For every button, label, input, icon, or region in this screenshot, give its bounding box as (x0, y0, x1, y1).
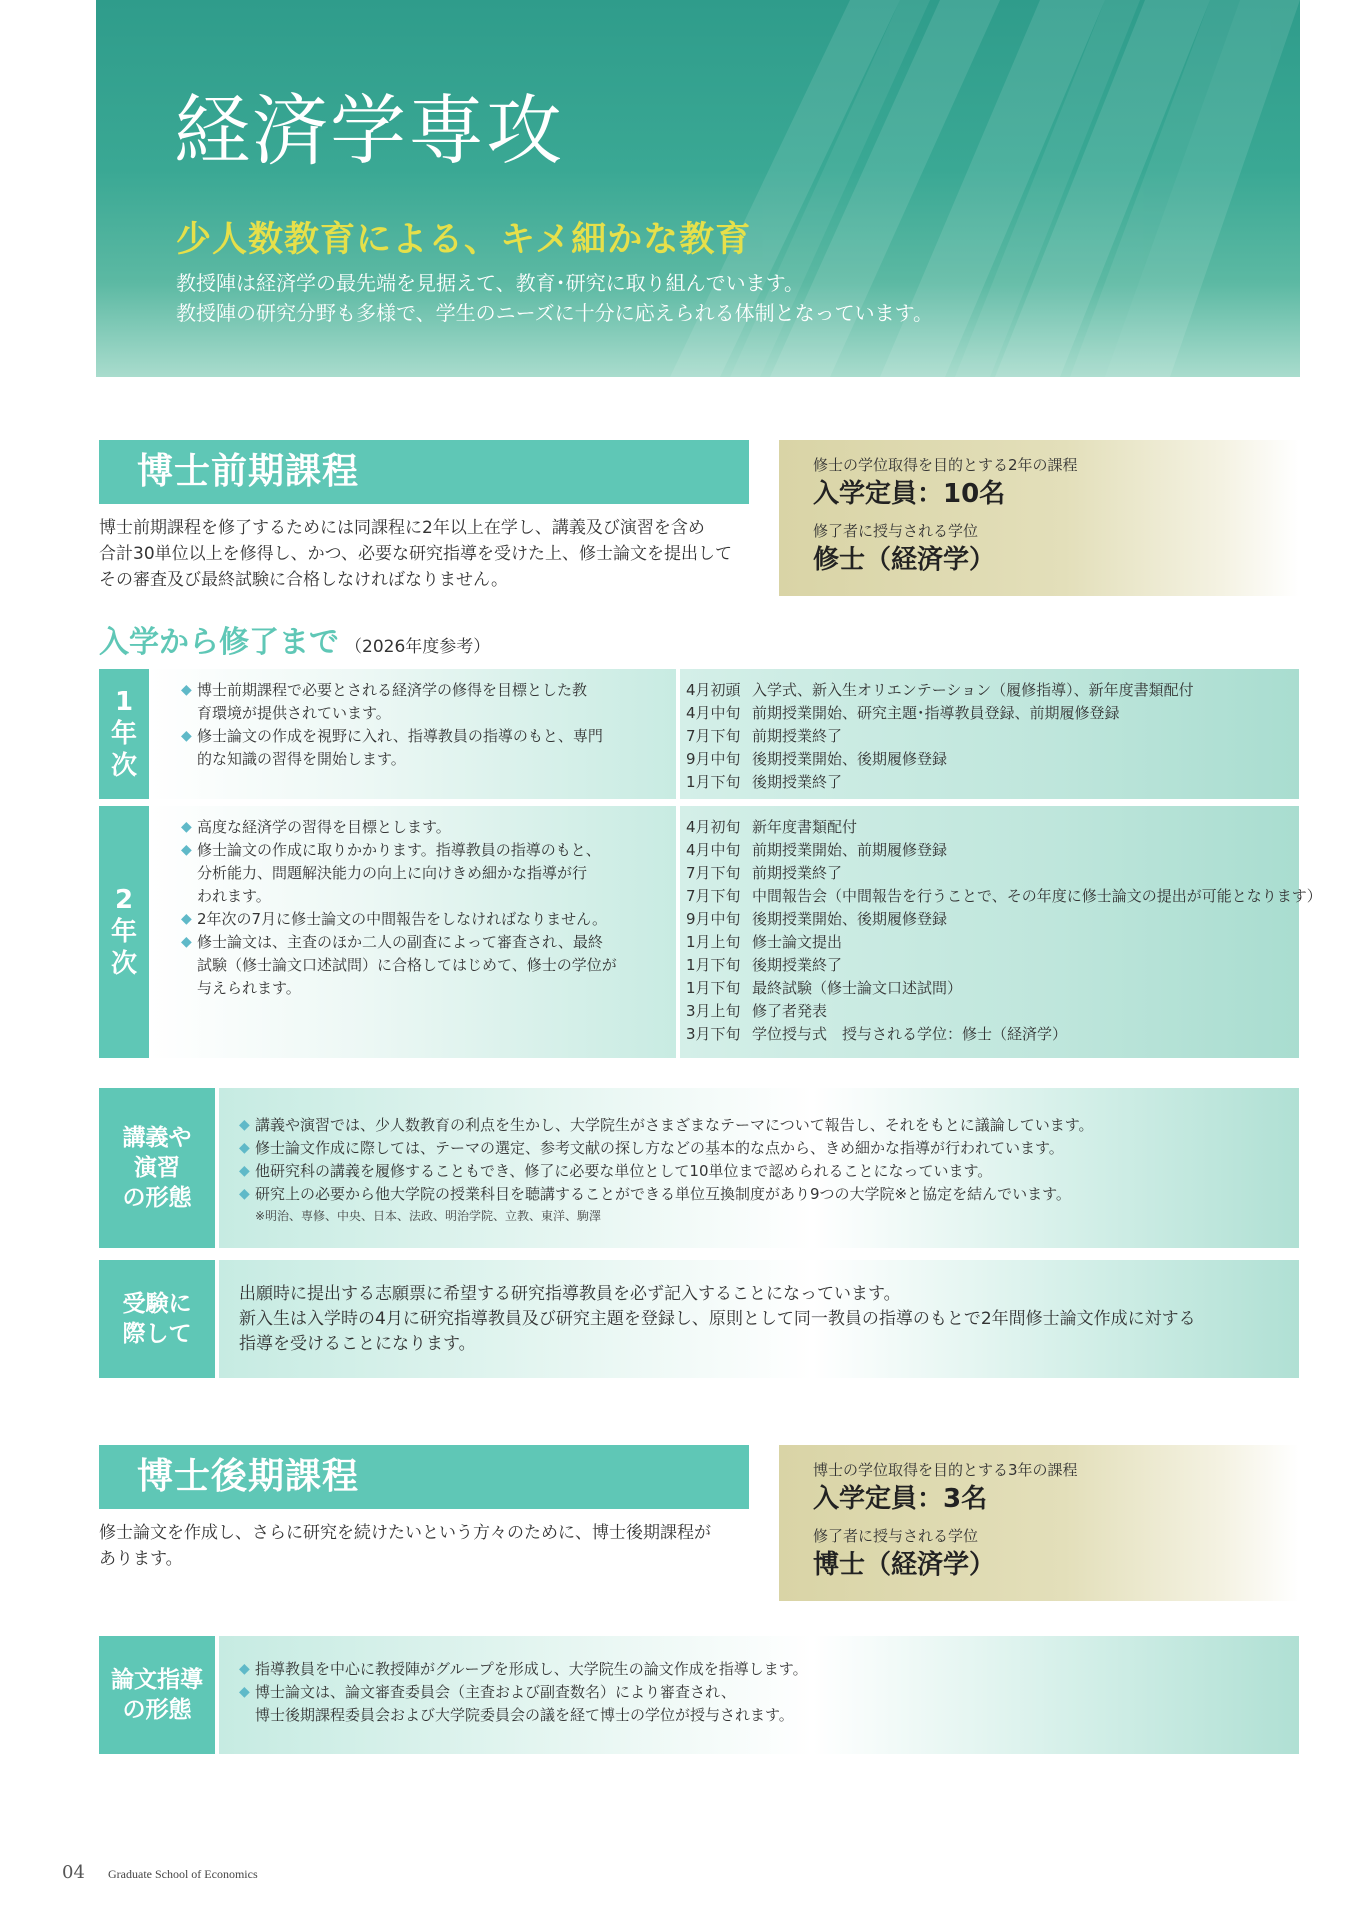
year-2-goals (149, 806, 676, 1058)
schedule-item (686, 771, 1299, 794)
schedule-event: 中間報告会（中間報告を行うことで、その年度に修士論文の提出が可能となります） (752, 887, 1322, 905)
page-footer (62, 1862, 258, 1883)
schedule-event: 前期授業開始、前期履修登録 (752, 841, 948, 859)
bullet-line: ◆ 研究上の必要から他大学院の授業科目を聴講することができる単位互換制度があり9つの大学院※と協定を結んでいます。 (255, 1185, 1071, 1203)
schedule-date: 7月下旬 (686, 864, 741, 882)
box-label-line: 演習 (134, 1155, 180, 1181)
list-item (239, 1681, 1299, 1727)
bullet-line: ◆ 修士論文の作成に取りかかります。指導教員の指導のもと、 (197, 841, 601, 859)
schedule-item (686, 885, 1322, 908)
box-label-line: 受験に (122, 1291, 192, 1317)
schedule-item (686, 1000, 1299, 1023)
bullet-line: ◆ 高度な経済学の習得を目標とします。 (197, 818, 451, 836)
lecture-form-box (99, 1088, 1299, 1248)
schedule-event: 前期授業終了 (752, 727, 843, 745)
schedule-event: 修士論文提出 (752, 933, 843, 951)
schedule-date: 1月下旬 (686, 956, 741, 974)
schedule-date: 1月下旬 (686, 979, 741, 997)
bullet-line: ◆ 修士論文の作成を視野に入れ、指導教員の指導のもと、専門 (197, 727, 603, 745)
bullet-line: ◆ 修士論文作成に際しては、テーマの選定、参考文献の探し方などの基本的な点から、きめ細かな指導が行われています。 (255, 1139, 1064, 1157)
hero-lead-line: 教授陣は経済学の最先端を見据えて、教育･研究に取り組んでいます。 (176, 271, 804, 295)
year-2-label (99, 806, 149, 1058)
thesis-guidance-body (219, 1636, 1299, 1754)
exam-line: 指導を受けることになります。 (239, 1334, 476, 1354)
schedule-item (686, 954, 1299, 977)
bullet-line: ◆ 修士論文は、主査のほか二人の副査によって審査され、最終 (197, 933, 603, 951)
hero-lead-line: 教授陣の研究分野も多様で、学生のニーズに十分に応えられる体制となっています。 (176, 301, 933, 325)
master-description (99, 515, 754, 593)
schedule-date: 9月中旬 (686, 910, 741, 928)
year-1-goals (149, 669, 676, 799)
doctor-heading: 博士後期課程 (137, 1456, 360, 1497)
schedule-date: 1月上旬 (686, 933, 741, 951)
year-1-row (99, 669, 1299, 799)
year-2-row (99, 806, 1322, 1058)
schedule-item (686, 748, 1299, 771)
doctor-description-line: あります。 (99, 1549, 183, 1569)
doctor-info-box (779, 1445, 1299, 1601)
page-title: 経済学専攻 (174, 86, 564, 175)
schedule-item (686, 908, 1299, 931)
exam-body (219, 1260, 1299, 1378)
year-1-schedule (680, 669, 1299, 799)
page-number: 04 (62, 1862, 85, 1883)
doctor-description-line: 修士論文を作成し、さらに研究を続けたいという方々のために、博士後期課程が (99, 1523, 711, 1543)
schedule-event: 後期授業開始、後期履修登録 (752, 910, 948, 928)
bullet-line: 的な知識の習得を開始します。 (197, 750, 406, 768)
year-2-schedule (680, 806, 1322, 1058)
doctor-description (99, 1520, 754, 1572)
master-degree: 修士（経済学） (813, 545, 996, 575)
schedule-event: 最終試験（修士論文口述試問） (752, 979, 963, 997)
schedule-date: 7月下旬 (686, 727, 741, 745)
lecture-form-label (99, 1088, 215, 1248)
bullet-line: 与えられます。 (197, 979, 301, 997)
list-item (181, 816, 676, 839)
list-item (239, 1160, 1299, 1183)
list-item (239, 1658, 1299, 1681)
schedule-event: 後期授業終了 (752, 956, 843, 974)
master-description-line: 博士前期課程を修了するためには同課程に2年以上在学し、講義及び演習を含め (99, 518, 705, 538)
lecture-form-footnote: ※明治、専修、中央、日本、法政、明治学院、立教、東洋、駒澤 (255, 1209, 602, 1223)
year-label-char: 年 (110, 917, 137, 947)
master-heading: 博士前期課程 (137, 451, 360, 492)
schedule-item (686, 931, 1299, 954)
bullet-line: 博士後期課程委員会および大学院委員会の議を経て博士の学位が授与されます。 (255, 1706, 794, 1724)
schedule-event: 学位授与式 授与される学位：修士（経済学） (752, 1025, 1068, 1043)
schedule-item (686, 862, 1299, 885)
master-description-line: 合計30単位以上を修得し、かつ、必要な研究指導を受けた上、修士論文を提出して (99, 544, 732, 564)
master-description-line: その審査及び最終試験に合格しなければなりません。 (99, 570, 509, 590)
school-name: Graduate School of Economics (108, 1867, 258, 1881)
bullet-line: ◆ 指導教員を中心に教授陣がグループを形成し、大学院生の論文作成を指導します。 (255, 1660, 808, 1678)
schedule-item (686, 816, 1299, 839)
list-item (181, 839, 676, 908)
timeline-heading-text: 入学から修了まで (99, 625, 339, 660)
schedule-date: 1月下旬 (686, 773, 741, 791)
list-item (239, 1137, 1299, 1160)
doctor-degree: 博士（経済学） (813, 1550, 996, 1580)
box-label-line: 講義や (122, 1125, 192, 1151)
schedule-event: 前期授業終了 (752, 864, 843, 882)
year-label-char: 年 (110, 719, 137, 749)
timeline-note: （2026年度参考） (345, 637, 491, 657)
year-1-label (99, 669, 149, 799)
box-label-line: 際して (122, 1321, 192, 1347)
exam-line: 新入生は入学時の4月に研究指導教員及び研究主題を登録し、原則として同一教員の指導のもとで2年間修士論文作成に対する (239, 1309, 1196, 1329)
doctor-purpose: 博士の学位取得を目的とする3年の課程 (813, 1461, 1078, 1479)
list-item (181, 725, 676, 771)
bullet-line: 分析能力、問題解決能力の向上に向けきめ細かな指導が行 (197, 864, 588, 882)
list-item (239, 1114, 1299, 1137)
schedule-item (686, 702, 1299, 725)
schedule-date: 4月中旬 (686, 704, 741, 722)
schedule-event: 修了者発表 (752, 1002, 828, 1020)
bullet-line: 試験（修士論文口述試問）に合格してはじめて、修士の学位が (197, 956, 617, 974)
schedule-item (686, 977, 1299, 1000)
schedule-date: 4月初頭 (686, 681, 741, 699)
schedule-item (686, 679, 1299, 702)
list-item (181, 679, 676, 725)
schedule-date: 7月下旬 (686, 887, 741, 905)
bullet-line: ◆ 2年次の7月に修士論文の中間報告をしなければなりません。 (197, 910, 607, 928)
schedule-date: 9月中旬 (686, 750, 741, 768)
schedule-item (686, 1023, 1299, 1046)
bullet-line: ◆ 博士論文は、論文審査委員会（主査および副査数名）により審査され、 (255, 1683, 736, 1701)
hero-lead (176, 268, 933, 328)
list-item (181, 908, 676, 931)
exam-line: 出願時に提出する志願票に希望する研究指導教員を必ず記入することになっています。 (239, 1284, 901, 1304)
schedule-event: 前期授業開始、研究主題･指導教員登録、前期履修登録 (752, 704, 1120, 722)
box-label-line: の形態 (122, 1697, 192, 1723)
exam-box (99, 1260, 1299, 1378)
schedule-event: 入学式、新入生オリエンテーション（履修指導）、新年度書類配付 (752, 681, 1194, 699)
bullet-line: ◆ 博士前期課程で必要とされる経済学の修得を目標とした教 (197, 681, 588, 699)
box-label-line: 論文指導 (111, 1667, 203, 1693)
list-item (181, 931, 676, 1000)
schedule-date: 3月下旬 (686, 1025, 741, 1043)
hero-banner (96, 0, 1300, 377)
bullet-line: ◆ 他研究科の講義を履修することもでき、修了に必要な単位として10単位まで認められることになっています。 (255, 1162, 993, 1180)
schedule-event: 新年度書類配付 (752, 818, 858, 836)
schedule-date: 4月初旬 (686, 818, 741, 836)
year-label-char: 1 (114, 687, 134, 717)
doctor-capacity: 入学定員：3名 (813, 1484, 988, 1514)
thesis-guidance-box (99, 1636, 1299, 1754)
year-label-char: 2 (114, 885, 134, 915)
year-label-char: 次 (110, 751, 137, 781)
schedule-event: 後期授業開始、後期履修登録 (752, 750, 948, 768)
master-degree-caption: 修了者に授与される学位 (813, 522, 979, 540)
schedule-event: 後期授業終了 (752, 773, 843, 791)
doctor-heading-bar (99, 1445, 749, 1509)
list-item (239, 1183, 1299, 1206)
master-capacity: 入学定員：10名 (813, 479, 1006, 509)
bullet-line: 育環境が提供されています。 (197, 704, 391, 722)
box-label-line: の形態 (122, 1185, 192, 1211)
exam-label (99, 1260, 215, 1378)
timeline-heading (99, 617, 490, 661)
thesis-guidance-label (99, 1636, 215, 1754)
master-purpose: 修士の学位取得を目的とする2年の課程 (813, 456, 1078, 474)
master-info-box (779, 440, 1299, 596)
bullet-line: われます。 (197, 887, 271, 905)
doctor-degree-caption: 修了者に授与される学位 (813, 1527, 979, 1545)
schedule-date: 4月中旬 (686, 841, 741, 859)
year-label-char: 次 (110, 949, 137, 979)
bullet-line: ◆ 講義や演習では、少人数教育の利点を生かし、大学院生がさまざまなテーマについて報告し、それをもとに議論しています。 (255, 1116, 1094, 1134)
master-heading-bar (99, 440, 749, 504)
schedule-date: 3月上旬 (686, 1002, 741, 1020)
schedule-item (686, 839, 1299, 862)
lecture-form-body (219, 1088, 1299, 1248)
schedule-item (686, 725, 1299, 748)
hero-subtitle: 少人数教育による、キメ細かな教育 (176, 220, 752, 260)
